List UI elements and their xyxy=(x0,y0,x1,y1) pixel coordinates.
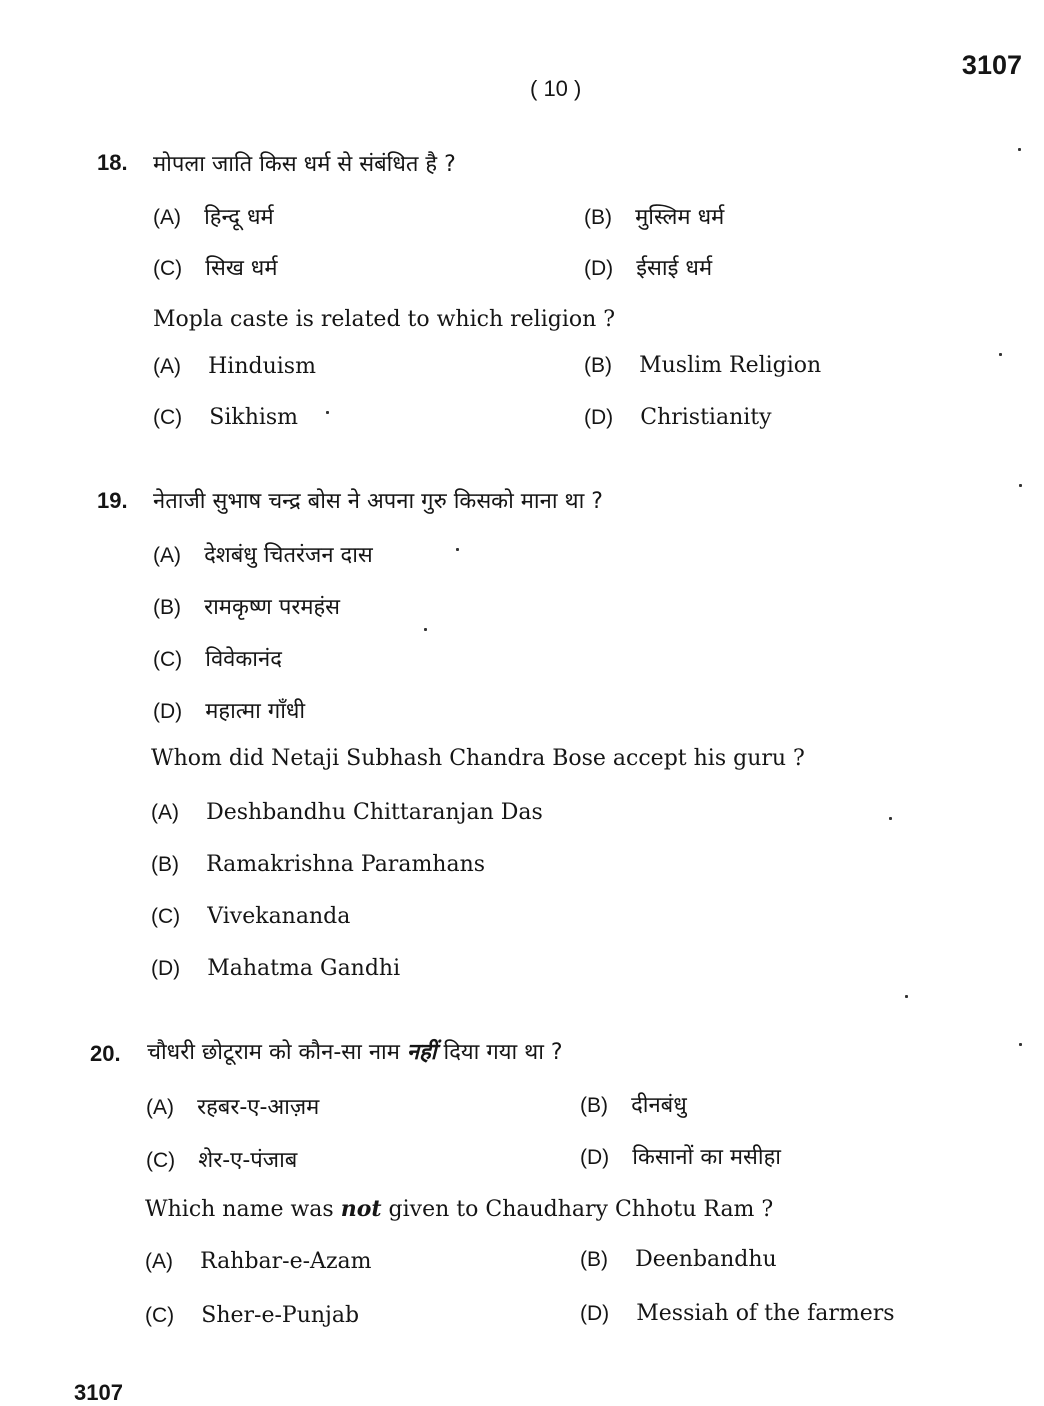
option-d-hindi xyxy=(153,695,305,725)
option-b-english xyxy=(580,1247,777,1272)
option-text: दीनबंधु xyxy=(631,1093,687,1118)
page-code-top: 3107 xyxy=(961,50,1022,80)
option-text: महात्मा गाँधी xyxy=(205,699,306,724)
option-label: (C) xyxy=(146,1149,176,1172)
option-label: (A) xyxy=(153,544,181,567)
option-a-hindi xyxy=(153,201,274,231)
option-label: (C) xyxy=(153,406,183,429)
option-label: (B) xyxy=(584,206,612,229)
option-text: विवेकानंद xyxy=(205,647,282,672)
question-text-english: Whom did Netaji Subhash Chandra Bose accept his guru ? xyxy=(151,746,805,771)
option-label: (A) xyxy=(145,1250,173,1273)
option-text: Deenbandhu xyxy=(635,1247,777,1272)
option-d-english xyxy=(580,1301,895,1326)
scan-speck xyxy=(1019,1043,1022,1046)
option-a-english xyxy=(151,800,543,825)
option-label: (A) xyxy=(153,206,181,229)
option-text: Sher-e-Punjab xyxy=(201,1303,360,1328)
option-label: (D) xyxy=(153,700,183,723)
question-text-part: दिया गया था ? xyxy=(443,1040,563,1065)
scan-speck xyxy=(1019,484,1022,487)
option-b-hindi xyxy=(153,591,340,621)
option-text: Sikhism xyxy=(209,405,299,430)
question-text-part: चौधरी छोटूराम को कौन-सा नाम xyxy=(147,1040,400,1065)
option-label: (D) xyxy=(584,406,614,429)
question-text-part: Which name was xyxy=(145,1197,334,1222)
option-b-hindi xyxy=(580,1089,687,1119)
scan-speck xyxy=(424,628,427,631)
option-text: रामकृष्ण परमहंस xyxy=(204,595,341,620)
option-a-hindi xyxy=(146,1091,319,1121)
question-text-hindi: नेताजी सुभाष चन्द्र बोस ने अपना गुरु किसको माना था ? xyxy=(153,489,603,514)
scan-speck xyxy=(889,817,892,820)
scan-speck xyxy=(905,995,908,998)
option-text: Hinduism xyxy=(208,354,316,379)
scan-speck xyxy=(1018,148,1021,151)
option-label: (C) xyxy=(153,257,183,280)
question-emphasis: नहीं xyxy=(406,1040,437,1065)
option-b-english xyxy=(584,353,821,378)
option-text: Deshbandhu Chittaranjan Das xyxy=(206,800,543,825)
option-d-hindi xyxy=(584,252,712,282)
scan-speck xyxy=(456,548,459,551)
option-label: (D) xyxy=(580,1146,610,1169)
option-text: Christianity xyxy=(640,405,772,430)
option-label: (A) xyxy=(146,1096,174,1119)
question-number: 19. xyxy=(97,488,128,513)
page-number: ( 10 ) xyxy=(530,76,582,101)
question-emphasis: not xyxy=(340,1196,382,1222)
option-text: ईसाई धर्म xyxy=(636,256,713,281)
page-code-bottom: 3107 xyxy=(74,1380,123,1405)
option-b-hindi xyxy=(584,201,724,231)
option-text: Vivekananda xyxy=(207,904,351,929)
option-text: देशबंधु चितरंजन दास xyxy=(204,543,373,568)
option-label: (C) xyxy=(151,905,181,928)
question-text-english: Mopla caste is related to which religion ? xyxy=(153,307,616,332)
option-label: (B) xyxy=(580,1248,608,1271)
option-text: मुस्लिम धर्म xyxy=(635,205,725,230)
question-text-part: given to Chaudhary Chhotu Ram ? xyxy=(388,1197,774,1222)
option-text: शेर-ए-पंजाब xyxy=(198,1148,298,1173)
option-c-english xyxy=(151,904,350,929)
option-text: Mahatma Gandhi xyxy=(207,956,401,981)
scan-speck xyxy=(326,411,329,414)
option-label: (D) xyxy=(151,957,181,980)
scan-speck xyxy=(999,353,1002,356)
option-d-hindi xyxy=(580,1141,781,1171)
option-text: रहबर-ए-आज़म xyxy=(197,1095,320,1120)
question-number: 18. xyxy=(97,150,128,175)
question-text-hindi xyxy=(147,1036,563,1066)
option-a-english xyxy=(153,354,316,379)
option-c-hindi xyxy=(153,643,282,673)
option-label: (C) xyxy=(153,648,183,671)
question-text-hindi: मोपला जाति किस धर्म से संबंधित है ? xyxy=(153,152,456,177)
question-text-english xyxy=(145,1196,773,1222)
option-text: Messiah of the farmers xyxy=(636,1301,895,1326)
option-a-english xyxy=(145,1249,372,1274)
option-a-hindi xyxy=(153,539,373,569)
option-b-english xyxy=(151,852,485,877)
option-label: (B) xyxy=(580,1094,608,1117)
option-label: (C) xyxy=(145,1304,175,1327)
option-text: Rahbar-e-Azam xyxy=(200,1249,372,1274)
option-label: (B) xyxy=(584,354,612,377)
option-d-english xyxy=(151,956,400,981)
option-label: (B) xyxy=(151,853,179,876)
question-number: 20. xyxy=(90,1041,121,1066)
option-c-english xyxy=(145,1303,359,1328)
option-label: (D) xyxy=(584,257,614,280)
option-label: (B) xyxy=(153,596,181,619)
option-text: Ramakrishna Paramhans xyxy=(206,852,486,877)
option-label: (D) xyxy=(580,1302,610,1325)
option-text: किसानों का मसीहा xyxy=(632,1145,782,1170)
option-label: (A) xyxy=(153,355,181,378)
option-c-hindi xyxy=(153,252,278,282)
option-c-english xyxy=(153,405,298,430)
option-text: Muslim Religion xyxy=(639,353,822,378)
option-c-hindi xyxy=(146,1144,297,1174)
option-label: (A) xyxy=(151,801,179,824)
option-text: सिख धर्म xyxy=(205,256,278,281)
option-d-english xyxy=(584,405,772,430)
option-text: हिन्दू धर्म xyxy=(204,205,274,230)
